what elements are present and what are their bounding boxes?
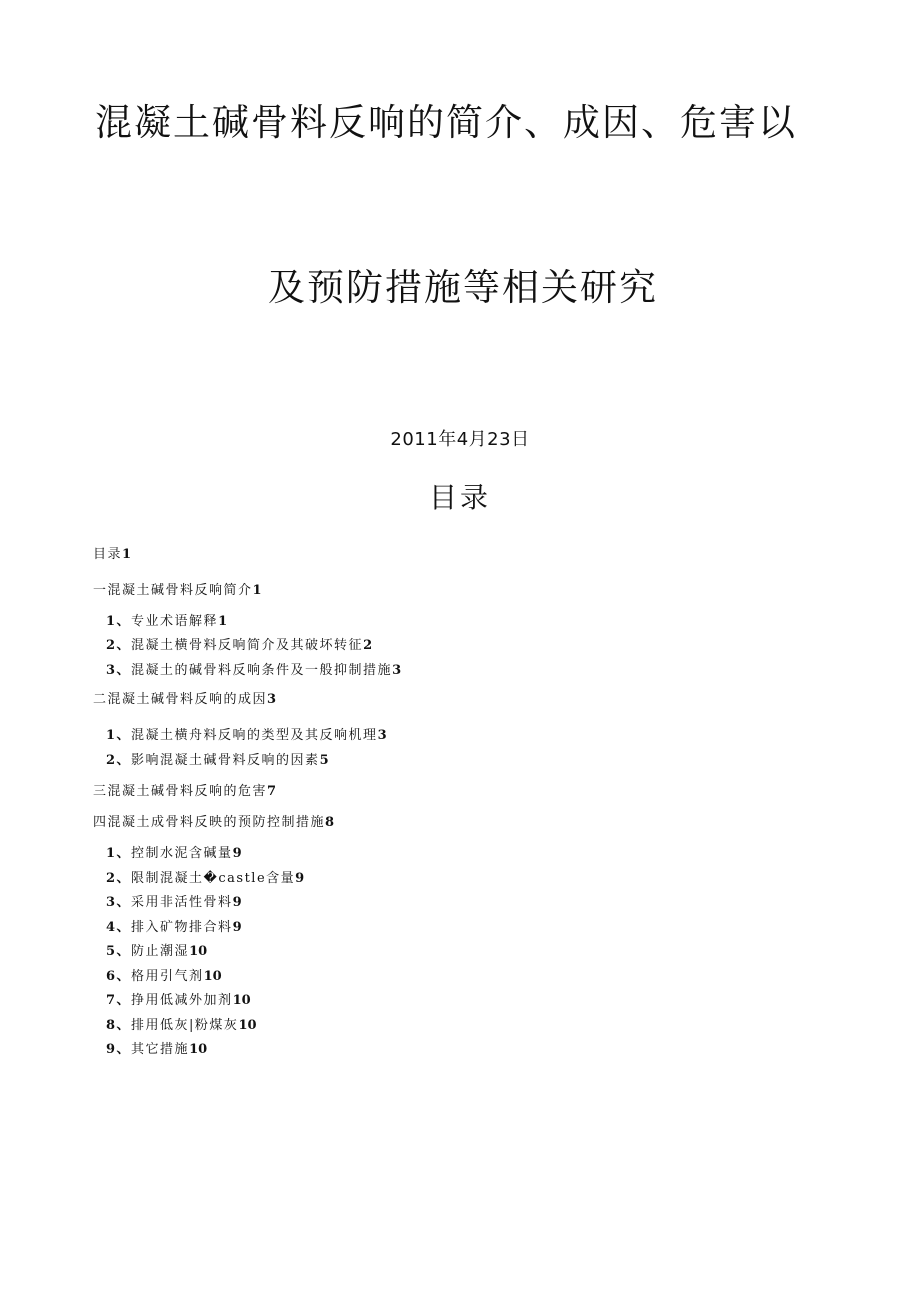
toc-entry[interactable] <box>93 582 262 600</box>
toc-entry-number: 1、 <box>106 728 132 743</box>
toc-entry-text: 混凝土的碱骨料反响条件及一般抑制措施 <box>131 663 393 678</box>
toc-entry-page: 2 <box>363 638 373 653</box>
toc-entry[interactable] <box>106 845 242 863</box>
toc-entry-number: 4、 <box>106 920 132 935</box>
toc-entry-text: 其它措施 <box>131 1042 190 1057</box>
toc-entry-text: 三混凝土碱骨料反响的危害 <box>93 784 268 799</box>
toc-entry-page: 1 <box>122 547 132 562</box>
toc-entry-page: 3 <box>267 692 277 707</box>
toc-entry-number: 8、 <box>106 1018 132 1033</box>
toc-entry-page: 5 <box>319 753 329 768</box>
document-title-line-1: 混凝土碱骨料反响的简介、成因、危害以 <box>95 101 797 144</box>
toc-entry[interactable] <box>106 894 242 912</box>
toc-entry[interactable] <box>106 968 222 986</box>
toc-entry-text: 目录 <box>93 547 123 562</box>
toc-entry[interactable] <box>93 783 276 801</box>
toc-entry-text: 混凝土横骨料反响简介及其破坏转征 <box>131 638 364 653</box>
toc-entry-page: 7 <box>267 784 277 799</box>
toc-entry[interactable] <box>106 919 242 937</box>
toc-entry[interactable] <box>106 662 401 680</box>
toc-entry-page: 10 <box>232 993 251 1008</box>
toc-entry-number: 1、 <box>106 614 132 629</box>
toc-entry-text: 排入矿物排合料 <box>131 920 233 935</box>
toc-entry-text: 四混凝土成骨料反映的预防控制措施 <box>93 815 326 830</box>
toc-entry-page: 10 <box>189 1042 208 1057</box>
toc-entry-page: 3 <box>377 728 387 743</box>
toc-entry-number: 2、 <box>106 871 132 886</box>
toc-entry-text: 排用低灰|粉煤灰 <box>131 1018 239 1033</box>
toc-entry[interactable] <box>93 814 334 832</box>
toc-entry-page: 10 <box>189 944 208 959</box>
toc-entry[interactable] <box>106 943 207 961</box>
toc-entry-number: 1、 <box>106 846 132 861</box>
toc-entry-page: 10 <box>238 1018 257 1033</box>
toc-entry-text: 专业术语解释 <box>131 614 219 629</box>
toc-entry-page: 1 <box>218 614 228 629</box>
toc-entry-page: 9 <box>232 920 242 935</box>
document-date: 2011年4月23日 <box>390 429 530 450</box>
toc-entry-page: 8 <box>325 815 335 830</box>
toc-entry-page: 1 <box>252 583 262 598</box>
toc-entry-page: 3 <box>392 663 402 678</box>
toc-entry-number: 7、 <box>106 993 132 1008</box>
toc-heading: 目录 <box>428 481 491 514</box>
toc-entry-text: 格用引气剂 <box>131 969 204 984</box>
toc-entry[interactable] <box>106 870 304 888</box>
document-title-line-2: 及预防措施等相关研究 <box>268 266 658 309</box>
toc-entry-number: 3、 <box>106 895 132 910</box>
toc-entry[interactable] <box>93 691 276 709</box>
toc-entry-text: 限制混凝土�castle含量 <box>131 871 296 886</box>
toc-entry[interactable] <box>106 613 227 631</box>
toc-entry[interactable] <box>106 637 372 655</box>
toc-entry-text: 挣用低减外加剂 <box>131 993 233 1008</box>
toc-entry-text: 一混凝土碱骨料反响简介 <box>93 583 253 598</box>
toc-entry[interactable] <box>106 1017 257 1035</box>
toc-entry-page: 9 <box>232 895 242 910</box>
toc-entry-text: 控制水泥含碱量 <box>131 846 233 861</box>
toc-entry-number: 3、 <box>106 663 132 678</box>
toc-entry-text: 采用非活性骨料 <box>131 895 233 910</box>
toc-entry-text: 混凝土横舟料反响的类型及其反响机理 <box>131 728 378 743</box>
toc-entry-text: 二混凝土碱骨料反响的成因 <box>93 692 268 707</box>
toc-entry-page: 10 <box>203 969 222 984</box>
toc-entry[interactable] <box>106 1041 207 1059</box>
toc-entry-text: 防止潮湿 <box>131 944 190 959</box>
toc-entry[interactable] <box>106 992 251 1010</box>
toc-entry[interactable] <box>106 727 387 745</box>
toc-entry-text: 影响混凝土碱骨料反响的因素 <box>131 753 320 768</box>
toc-entry[interactable] <box>93 546 131 564</box>
toc-entry-page: 9 <box>295 871 305 886</box>
toc-entry-number: 2、 <box>106 753 132 768</box>
toc-entry[interactable] <box>106 752 329 770</box>
toc-entry-number: 2、 <box>106 638 132 653</box>
toc-entry-number: 6、 <box>106 969 132 984</box>
toc-entry-number: 9、 <box>106 1042 132 1057</box>
toc-entry-number: 5、 <box>106 944 132 959</box>
toc-entry-page: 9 <box>232 846 242 861</box>
